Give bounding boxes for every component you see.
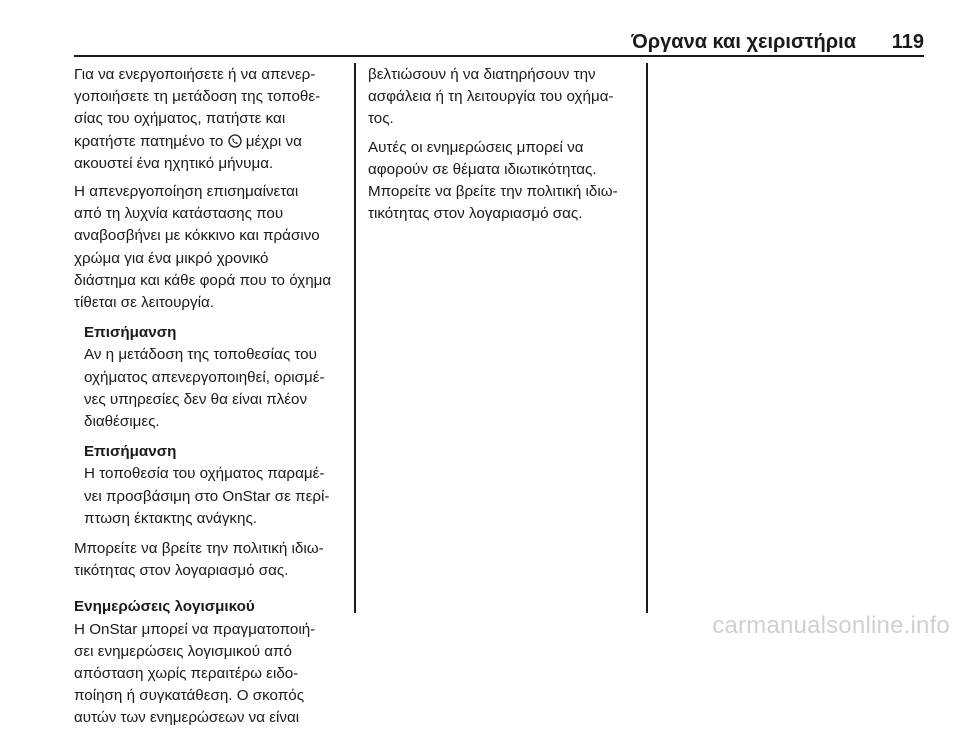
text-line: τικότητας στον λογαριασμό σας. — [368, 205, 583, 223]
note-label: Επισήμανση — [84, 324, 177, 342]
text-line: ακουστεί ένα ηχητικό μήνυμα. — [74, 154, 274, 172]
text-line: Μπορείτε να βρείτε την πολιτική ιδιω- — [74, 540, 324, 558]
text-fragment: κρατήστε πατημένο το — [74, 132, 228, 150]
text-line: Αν η μετάδοση της τοποθεσίας του — [84, 346, 317, 364]
text-line: απόσταση χωρίς περαιτέρω ειδο- — [74, 665, 299, 683]
note-label: Επισήμανση — [84, 443, 177, 461]
text-line: τίθεται σε λειτουργία. — [74, 294, 214, 312]
text-line: γοποιήσετε τη μετάδοση της τοποθε- — [74, 88, 321, 106]
text-line: από τη λυχνία κατάστασης που — [74, 205, 284, 223]
middle-column — [368, 64, 638, 225]
text-line: Μπορείτε να βρείτε την πολιτική ιδιω- — [368, 183, 618, 201]
text-line: ποίηση ή συγκατάθεση. Ο σκοπός — [74, 687, 305, 705]
text-line: σει ενημερώσεις λογισμικού από — [74, 642, 292, 660]
text-line: νει προσβάσιμη στο OnStar σε περί- — [84, 487, 330, 505]
text-line: βελτιώσουν ή να διατηρήσουν την — [368, 66, 596, 83]
text-line: Η απενεργοποίηση επισημαίνεται — [74, 183, 299, 201]
text-line: πτωση έκτακτης ανάγκης. — [84, 509, 257, 527]
text-line: χρώμα για ένα μικρό χρονικό — [74, 249, 269, 267]
text-line: σίας του οχήματος, πατήστε και — [74, 110, 286, 128]
text-line: διαθέσιμες. — [84, 413, 160, 431]
paragraph-privacy-policy — [74, 538, 346, 582]
column-divider-left — [354, 63, 356, 613]
text-line: νες υπηρεσίες δεν θα είναι πλέον — [84, 390, 308, 408]
text-line: οχήματος απενεργοποιηθεί, ορισμέ- — [84, 368, 325, 386]
note-emergency-location — [74, 441, 346, 530]
note-services-unavailable — [74, 322, 346, 433]
paragraph-location-toggle — [74, 64, 346, 175]
text-line: αφορούν σε θέματα ιδιωτικότητας. — [368, 160, 597, 178]
text-line: Για να ενεργοποιήσετε ή να απενερ- — [74, 66, 316, 83]
text-line — [74, 131, 346, 153]
text-line: τος. — [368, 110, 394, 128]
page-number: 119 — [891, 31, 924, 53]
watermark: carmanualsonline.info — [712, 612, 950, 639]
paragraph-update-privacy — [368, 137, 638, 226]
header-rule — [74, 55, 924, 57]
left-column — [74, 64, 346, 730]
text-line: Αυτές οι ενημερώσεις μπορεί να — [368, 138, 584, 156]
section-heading: Ενημερώσεις λογισμικού — [74, 598, 255, 616]
onstar-phone-button-icon — [228, 131, 242, 153]
text-line: διάστημα και κάθε φορά που το όχημα — [74, 271, 332, 289]
text-line: αυτών των ενημερώσεων να είναι — [74, 709, 300, 727]
paragraph-software-updates — [74, 619, 346, 730]
text-line: τικότητας στον λογαριασμό σας. — [74, 562, 289, 580]
paragraph-status-led — [74, 181, 346, 314]
text-line: Η OnStar μπορεί να πραγματοποιή- — [74, 620, 316, 638]
paragraph-update-purpose — [368, 64, 638, 131]
text-fragment: μέχρι να — [241, 132, 302, 150]
text-line: ασφάλεια ή τη λειτουργία του οχήμα- — [368, 88, 614, 106]
text-line: αναβοσβήνει με κόκκινο και πράσινο — [74, 227, 320, 245]
column-divider-right — [646, 63, 648, 613]
text-line: Η τοποθεσία του οχήματος παραμέ- — [84, 465, 325, 483]
running-header-title: Όργανα και χειριστήρια — [631, 31, 856, 53]
